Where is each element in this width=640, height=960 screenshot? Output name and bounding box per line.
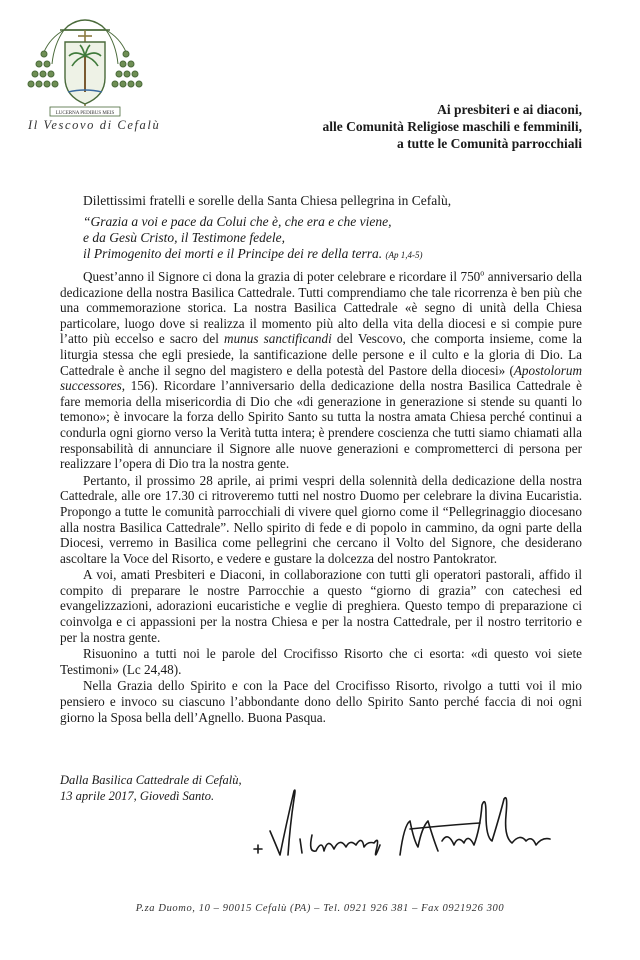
addressee-line: a tutte le Comunità parrocchiali [397,136,582,151]
latin-term: munus sanctificandi [224,331,332,347]
paragraph: Pertanto, il prossimo 28 aprile, ai primi vespri della solennità della dedicazione della nostra Cattedrale, alle ore 17.30 ci ritroveremo tutti nel nostro Duomo per celebrare la divina Eucaristia. Propongo a tutte le comunità parrocchiali di vivere quel giorno come il “Pellegrinaggio diocesano alla nostra Basilica Cattedrale”. Nello spirito di fede e di popolo in cammino, da ogni parte della Diocesi, verremo in Basilica come pellegrini che cercano il Volto del Signore, che desiderano ascoltare la Voce del Risorto, e vedere e gustare la dolcezza del nostro Pantokrator. [60,472,582,566]
addressee-line: alle Comunità Religiose maschili e femminili, [322,119,582,134]
quote-reference: (Ap 1,4-5) [385,250,423,260]
document-title: Apostolorum successores [60,362,582,394]
paragraph-text: del Vescovo, che comporta insieme, come la liturgia stessa che egli presiede, la santificazione delle persone e il culto e la gloria di Dio. La Cattedrale è anche il segno del magistero e della potestà del Pastore della diocesi» ( [60,331,582,378]
paragraph-text: , 156). Ricordare l’anniversario della dedicazione della nostra Basilica Cattedrale è fare memoria della misericordia di Dio che «di generazione in generazione si stende su quanti lo temono»; è invocare la forza dello Spirito Santo su tutta la nostra amata Chiesa perché continui a condurla ogni giorno verso la Verità tutta intera; è prendere coscienza che tutti siamo chiamati alla responsabilità di annunciare il Signore alle nuove generazioni e comprometterci di persona per realizzare l’opera di Dio tra la nostra gente. [60,378,582,472]
addressee-line: Ai presbiteri e ai diaconi, [437,102,582,117]
bishop-title: Il Vescovo di Cefalù [28,118,161,132]
paragraph-text: anniversario della dedicazione della nostra Basilica Cattedrale. Tutti comprendiamo che tale ricorrenza è ben più che una commemorazione storica. La nostra Basilica Cattedrale «è segno di unità della Chiesa particolare, luogo dove si realizza il momento più alto della vita della diocesi e si compie pure l’atto più eccelso e sacro del [60,269,582,347]
letter-body [60,269,582,726]
coat-of-arms-icon [20,12,150,120]
paragraph-text: Quest’anno il Signore ci dona la grazia di poter celebrare e ricordare il 750 [83,269,481,284]
addressees-block [252,101,582,152]
scripture-quote [83,214,583,263]
quote-text: il Primogenito dei morti e il Principe dei re della terra. [83,246,383,261]
quote-line: e da Gesù Cristo, il Testimone fedele, [83,230,285,245]
salutation: Dilettissimi fratelli e sorelle della Santa Chiesa pellegrina in Cefalù, [83,193,452,208]
crest-motto: LUCERNA PEDIBUS MEIS [55,111,115,116]
ordinal-superscript: o [480,268,485,278]
handwritten-signature [250,785,570,875]
closing-block [60,772,242,804]
closing-date: 13 aprile 2017, Giovedì Santo. [60,789,215,803]
paragraph: Nella Grazia dello Spirito e con la Pace del Crocifisso Risorto, rivolgo a tutti voi il mio pensiero e invoco su ciascuno l’abbondante dono dello Spirito Santo perché faccia di noi ogni giorno la Sposa bella dell’Agnello. Buona Pasqua. [60,678,582,725]
quote-line [83,246,583,263]
paragraph: A voi, amati Presbiteri e Diaconi, in collaborazione con tutti gli operatori pastorali, affido il compito di preparare le nostre Parrocchie a questo “giorno di grazia” con catechesi ed evangelizzazioni, adorazioni eucaristiche e veglie di preghiera. Questo tempo di preparazione ci coinvolga e ci appassioni per la nostra Chiesa e per la nostra Cattedrale, per il nostro territorio e per la nostra gente. [60,567,582,645]
quote-line: “Grazia a voi e pace da Colui che è, che era e che viene, [83,214,392,229]
letterhead-footer: P.za Duomo, 10 – 90015 Cefalù (PA) – Tel. 0921 926 381 – Fax 0921926 300 [135,903,505,914]
paragraph: Risuonino a tutti noi le parole del Crocifisso Risorto che ci esorta: «di questo voi siete Testimoni» (Lc 24,48). [60,646,582,677]
paragraph [60,269,582,472]
closing-place: Dalla Basilica Cattedrale di Cefalù, [60,773,242,787]
